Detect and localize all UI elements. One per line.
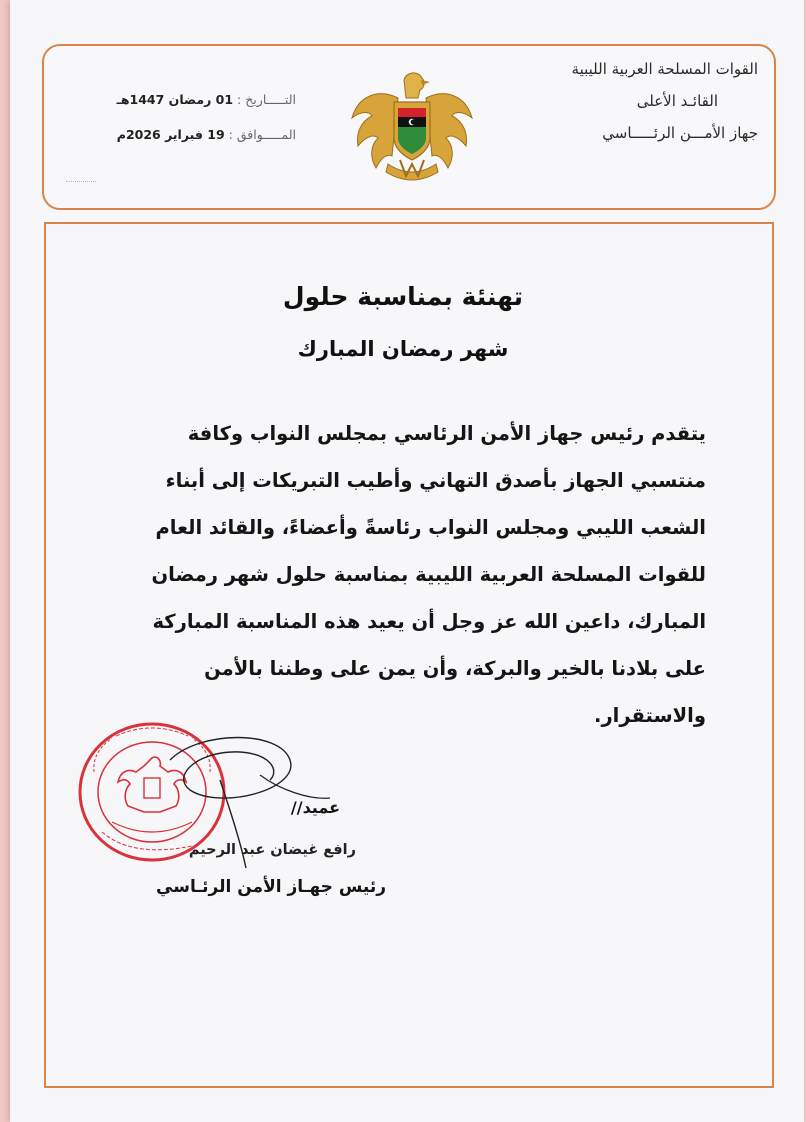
letter-subtitle: شهر رمضان المبارك — [297, 337, 509, 361]
letterhead — [42, 44, 776, 210]
org-department: جهاز الأمـــن الرئـــــاسي — [602, 124, 758, 142]
dotted-line — [66, 181, 96, 182]
org-command: القائـد الأعلى — [636, 92, 718, 110]
date-block — [96, 94, 296, 163]
gregorian-date-row — [96, 126, 296, 142]
letter-paragraph — [96, 410, 706, 739]
paragraph-line: للقوات المسلحة العربية الليبية بمناسبة حلول شهر رمضان — [151, 563, 706, 586]
paragraph-line: يتقدم رئيس جهاز الأمن الرئاسي بمجلس النواب وكافة — [187, 422, 706, 445]
signatory-rank: عميد// — [290, 798, 340, 817]
libyan-eagle-emblem-icon — [348, 68, 476, 192]
hijri-date-label: التـــــاريخ : — [237, 92, 296, 107]
paragraph-line: المبارك، داعين الله عز وجل أن يعيد هذه المناسبة المباركة — [152, 610, 706, 633]
signatory-name: رافع غيضان عبد الرحيم — [188, 842, 356, 858]
org-name: القوات المسلحة العربية الليبية — [571, 60, 758, 78]
gregorian-date-label: المـــــوافق : — [228, 126, 296, 142]
paragraph-line: منتسبي الجهاز بأصدق التهاني وأطيب التبريكات إلى أبناء — [165, 469, 706, 492]
hijri-date-value: 01 رمضان 1447هـ — [116, 92, 234, 107]
signatory-title: رئيس جهـاز الأمن الرئـاسي — [156, 877, 386, 897]
paragraph-line: الشعب الليبي ومجلس النواب رئاسةً وأعضاءً، والقائد العام — [155, 516, 706, 539]
paragraph-line: على بلادنا بالخير والبركة، وأن يمن على وطننا بالأمن — [204, 657, 706, 680]
paragraph-line: والاستقرار. — [594, 704, 706, 727]
hijri-date-row — [96, 94, 296, 107]
letter-title: تهنئة بمناسبة حلول — [282, 282, 524, 311]
organization-block — [572, 62, 758, 158]
gregorian-date-value: 19 فبراير 2026م — [116, 126, 225, 142]
